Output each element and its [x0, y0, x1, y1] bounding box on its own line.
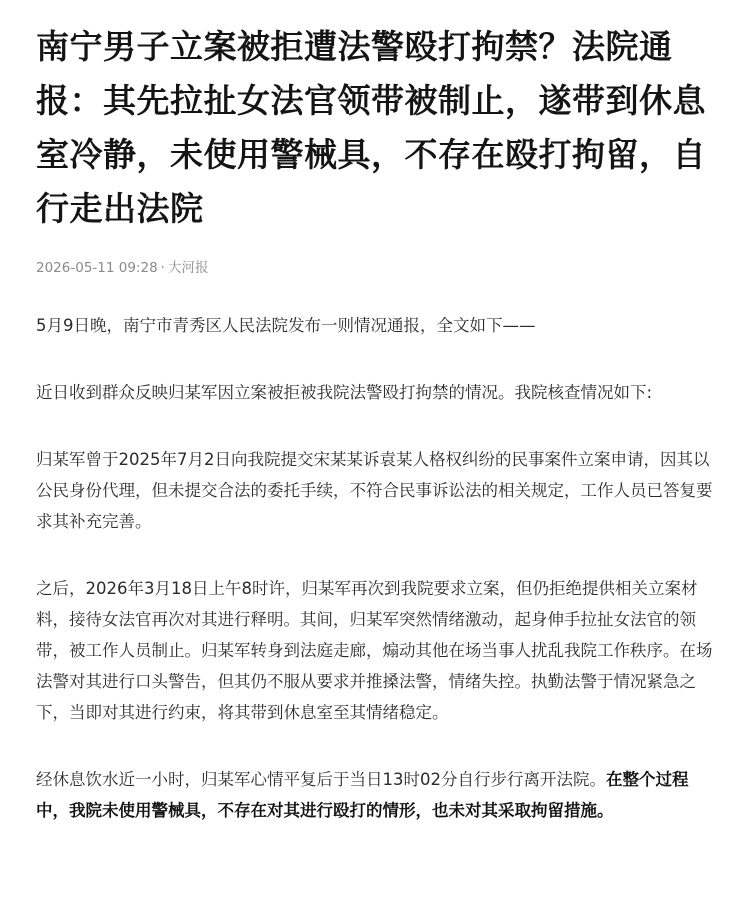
article-meta	[36, 258, 716, 278]
source-name[interactable]: 大河报	[167, 260, 209, 276]
paragraph-intro: 5月9日晚，南宁市青秀区人民法院发布一则情况通报，全文如下——	[36, 316, 536, 335]
conclusion-text: 经休息饮水近一小时，归某军心情平复后于当日13时02分自行步行离开法院。	[36, 770, 606, 789]
paragraph-history: 归某军曾于2025年7月2日向我院提交宋某某诉袁某人格权纠纷的民事案件立案申请，因其以公民身份代理，但未提交合法的委托手续，不符合民事诉讼法的相关规定，工作人员已答复要求其补充完善。	[36, 450, 713, 531]
publish-date: 2026-05-11 09:28	[36, 260, 158, 276]
paragraph-notice: 近日收到群众反映归某军因立案被拒被我院法警殴打拘禁的情况。我院核查情况如下:	[36, 383, 653, 402]
meta-separator: ·	[160, 260, 165, 276]
article-title: 南宁男子立案被拒遭法警殴打拘禁？法院通报：其先拉扯女法官领带被制止，遂带到休息室冷静，未使用警械具，不存在殴打拘留，自行走出法院	[36, 27, 706, 228]
paragraph-incident: 之后，2026年3月18日上午8时许，归某军再次到我院要求立案，但仍拒绝提供相关立案材料，接待女法官再次对其进行释明。其间，归某军突然情绪激动，起身伸手拉扯女法官的领带，被工作人员制止。归某军转身到法庭走廊，煽动其他在场当事人扰乱我院工作秩序。在场法警对其进行口头警告，但其仍不服从要求并推搡法警，情绪失控。执勤法警于情况紧急之下，当即对其进行约束，将其带到休息室至其情绪稳定。	[36, 579, 713, 722]
paragraph-conclusion	[36, 764, 716, 826]
conclusion-bold-text: 在整个过程中，我院未使用警械具，不存在对其进行殴打的情形，也未对其采取拘留措施。	[36, 770, 689, 820]
